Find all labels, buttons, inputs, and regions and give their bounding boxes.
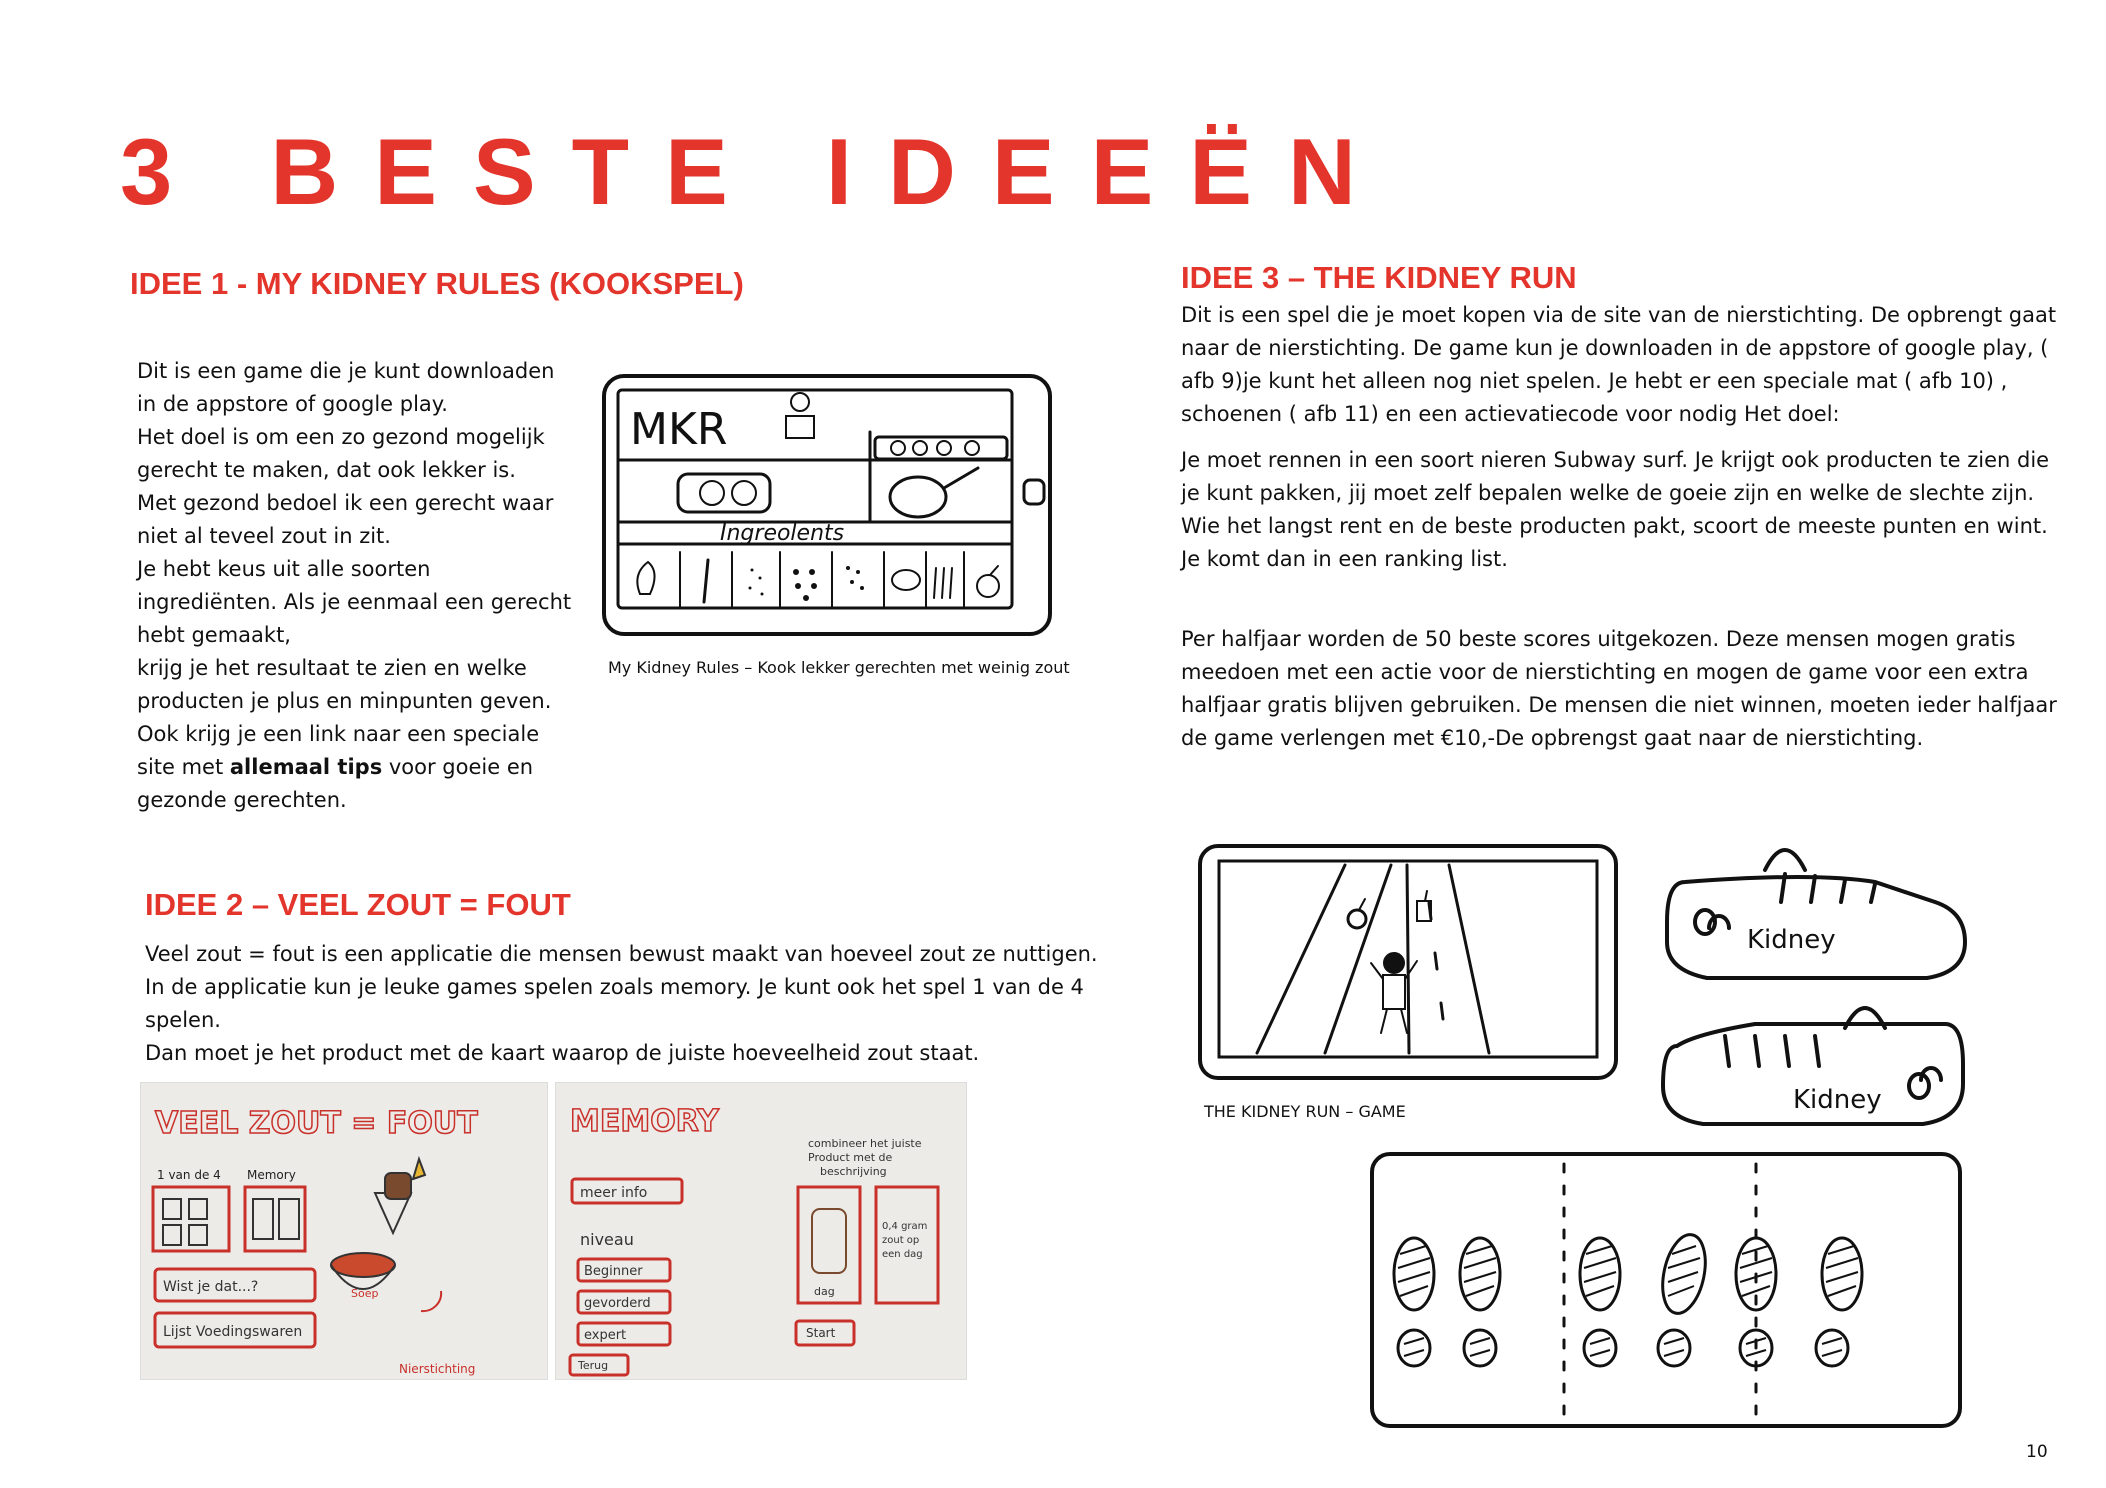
idee2-heading: IDEE 2 – VEEL ZOUT = FOUT [145,887,571,922]
text-line: je kunt pakken, jij moet zelf bepalen welke de goeie zijn en welke de slechte zijn. [1181,481,2035,505]
text-line: producten je plus en minpunten geven. [137,689,552,713]
kidney-run-caption: THE KIDNEY RUN – GAME [1204,1102,1406,1121]
mkr-sketch [600,372,1060,642]
text-line: gerecht te maken, dat ook lekker is. [137,458,516,482]
text-line: hebt gemaakt, [137,623,291,647]
brand-label: Nierstichting [399,1362,476,1376]
terug-button: Terug [578,1359,609,1372]
idee2-text [145,938,1105,1070]
card-text-line: 0,4 gram [882,1221,928,1232]
mkr-logo: MKR [630,404,728,455]
text-line: de game verlengen met €10,-De opbrengst gaat naar de nierstichting. [1181,726,1924,750]
niveau-label: niveau [580,1230,634,1249]
idee1-heading: IDEE 1 - MY KIDNEY RULES (KOOKSPEL) [130,266,744,301]
text-line: Je komt dan in een ranking list. [1181,547,1508,571]
idee3-heading: IDEE 3 – THE KIDNEY RUN [1181,260,1577,295]
page-title: 3 BESTE IDEEËN [120,119,1392,224]
text-line: in de appstore of google play. [137,392,448,416]
text-line: gezonde gerechten. [137,788,347,812]
instruction-line: Product met de [808,1151,893,1164]
memory-sketch [555,1082,967,1380]
card-text-line: zout op [882,1235,920,1246]
bowl-label: Soep [351,1287,379,1300]
text-line: Met gezond bedoel ik een gerecht waar [137,491,554,515]
text-line: naar de nierstichting. De game kun je downloaden in de appstore of google play, ( [1181,336,2049,360]
text-line: Veel zout = fout is een applicatie die mensen bewust maakt van hoeveel zout ze nuttigen. [145,942,1098,966]
meer-info-button: meer info [580,1185,648,1201]
text-line: Je moet rennen in een soort nieren Subway surf. Je krijgt ook producten te zien die [1181,448,2050,472]
idee3-para2 [1181,444,2061,576]
instruction-line: combineer het juiste [808,1137,922,1150]
text-line: halfjaar gratis blijven gebruiken. De mensen die niet winnen, moeten ieder halfjaar [1181,693,2057,717]
sketch-title: VEEL ZOUT = FOUT [155,1106,478,1141]
card-label: dag [814,1285,835,1298]
text-line: krijg je het resultaat te zien en welke [137,656,527,680]
start-button: Start [806,1326,836,1340]
level-gevorderd: gevorderd [584,1296,651,1311]
text-line: In de applicatie kun je leuke games spelen zoals memory. Je kunt ook het spel 1 van de 4 [145,975,1084,999]
lijst-button: Lijst Voedingswaren [163,1324,303,1340]
level-expert: expert [584,1328,627,1343]
idee3-para3 [1181,623,2061,755]
text-line: Per halfjaar worden de 50 beste scores uitgekozen. Deze mensen mogen gratis [1181,627,2016,651]
text-line [137,751,607,784]
text-line: spelen. [145,1008,221,1032]
idee1-caption: My Kidney Rules – Kook lekker gerechten met weinig zout [608,658,1070,677]
text-line: afb 9)je kunt het alleen nog niet spelen. Je hebt er een speciale mat ( afb 10) , [1181,369,2008,393]
game2-label: Memory [247,1168,296,1182]
text-line: Wie het langst rent en de beste producten pakt, scoort de meeste punten en wint. [1181,514,2048,538]
shoes-sketch [1655,840,1985,1130]
text-line: Ook krijg je een link naar een speciale [137,722,540,746]
kidney-run-game-sketch [1197,843,1621,1083]
shoe-label: Kidney [1793,1085,1882,1115]
idee3-para1 [1181,299,2061,431]
instruction-line: beschrijving [820,1165,887,1178]
wist-je-dat-button: Wist je dat...? [163,1279,259,1295]
text-line: schoenen ( afb 11) en een actievatiecode voor nodig Het doel: [1181,402,1840,426]
text-line: meedoen met een actie voor de nierstichting en mogen de game voor een extra [1181,660,2029,684]
text-line: Dit is een game die je kunt downloaden [137,359,555,383]
card-text-line: een dag [882,1249,923,1260]
mat-sketch [1368,1150,1966,1432]
text-span: voor goeie en [382,755,534,779]
text-line: ingrediënten. Als je eenmaal een gerecht [137,590,572,614]
text-line: Het doel is om een zo gezond mogelijk [137,425,545,449]
page-number: 10 [2026,1442,2048,1462]
text-line: Dan moet je het product met de kaart waarop de juiste hoeveelheid zout staat. [145,1041,980,1065]
ingredients-label: Ingreolents [720,521,845,546]
text-span: site met [137,755,230,779]
text-line: Je hebt keus uit alle soorten [137,557,431,581]
memory-title: MEMORY [570,1104,719,1139]
level-beginner: Beginner [584,1264,643,1279]
game1-label: 1 van de 4 [157,1168,221,1182]
text-line: niet al teveel zout in zit. [137,524,391,548]
text-line: Dit is een spel die je moet kopen via de site van de nierstichting. De opbrengt gaat [1181,303,2057,327]
bold-text: allemaal tips [229,755,383,779]
veel-zout-fout-sketch [140,1082,548,1380]
shoe-label: Kidney [1747,925,1836,955]
idee1-text [137,355,607,817]
